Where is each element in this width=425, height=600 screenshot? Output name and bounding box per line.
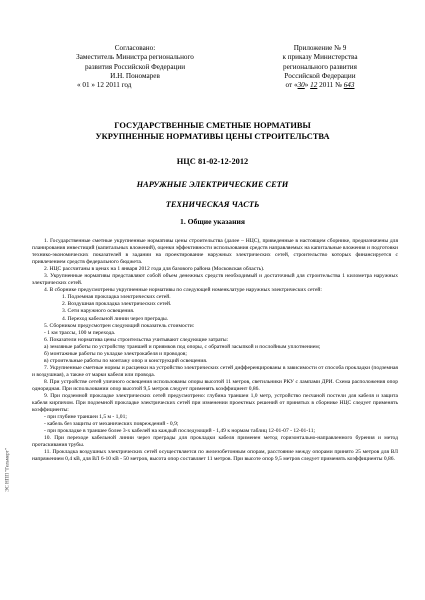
appendix-day: 30: [297, 81, 305, 90]
appendix-number: 643: [343, 81, 355, 90]
appendix-line4: Российской Федерации: [284, 71, 356, 80]
paragraph: 4. В сборнике предусмотрены укрупненные нормативы по следующей номенклатуре наружных электрических сетей:: [44, 287, 322, 294]
paragraph: 7. Укрупненные сметные нормы и расценки на устройство электрических сетей дифференцированы в зависимости от способа прокладки (подземная и воздушная), а также от марки кабеля или провода.: [32, 364, 398, 378]
appendix-date-prefix: от «: [285, 81, 298, 90]
appendix-block: [250, 44, 390, 90]
paragraph: 2. НЦС рассчитаны в ценах на 1 января 2012 года для базового района (Московская область).: [44, 266, 265, 273]
list-item: б) монтажные работы по укладке электрокабеля и проводов;: [44, 350, 187, 357]
paragraph: 6. Показатели норматива цены строительства учитывают следующие затраты:: [44, 336, 229, 343]
approval-date: « 01 » 12 2011 год: [77, 81, 132, 90]
list-item: 2. Воздушная прокладка электрических сетей.: [62, 301, 172, 308]
approval-position-line2: развития Российской Федерации: [84, 62, 186, 71]
title-line2: УКРУПНЕННЫЕ НОРМАТИВЫ ЦЕНЫ СТРОИТЕЛЬСТВА: [95, 131, 330, 141]
appendix-year: 2011 №: [319, 81, 344, 90]
document-subject: НАРУЖНЫЕ ЭЛЕКТРИЧЕСКИЕ СЕТИ: [136, 180, 289, 189]
part-heading: ТЕХНИЧЕСКАЯ ЧАСТЬ: [165, 200, 260, 209]
approval-signature: И.Н. Пономарев: [110, 71, 160, 80]
appendix-line2: к приказу Министерства: [282, 53, 358, 62]
document-body: [32, 238, 398, 464]
approval-block: [55, 44, 215, 90]
paragraph: 8. При устройстве сетей уличного освещения использованы опоры высотой 11 метров, светильники РКУ с лампами ДРИ. Схема расположения опор однорядная. При использовании опор высотой 9,5 метров следует применять коэффициент 0,86.: [32, 378, 398, 392]
side-stamp: [3, 360, 13, 580]
list-item: а) земляные работы по устройству траншей и приямков под опоры, с обратной засыпкой и послойным уплотнением;: [44, 343, 321, 350]
appendix-line1: Приложение № 9: [293, 44, 347, 52]
approval-heading: Согласовано:: [114, 44, 156, 52]
list-item: в) строительные работы по монтажу опор и конструкций освещения.: [44, 357, 208, 364]
paragraph: 5. Сборником предусмотрен следующий показатель стоимости:: [44, 322, 195, 329]
side-stamp-text: ЭС НПП "Гельмерт": [5, 448, 11, 492]
document-title: [30, 121, 395, 142]
appendix-month: 12: [310, 81, 318, 90]
section-heading: 1. Общие указания: [180, 217, 245, 226]
appendix-date: от «30» 12 2011 № 643: [285, 81, 355, 90]
paragraph: 11. Прокладка воздушных электрических сетей осуществляется по железобетонным опорам, расстояние между опорами принято 25 метров для ВЛ напряжением 0,4 кВ, для ВЛ 6-10 кВ - 50 метров, высота опор составляет 11 метров. При высоте опор 9,5 метров следует применять коэффициенты 0,86.: [32, 449, 398, 463]
list-item: - 1 км трассы, 100 м перехода.: [44, 329, 116, 336]
approval-position-line1: Заместитель Министра регионального: [76, 53, 194, 62]
list-item: 3. Сети наружного освещения.: [62, 308, 135, 315]
paragraph: 9. При подземной прокладке электрических сетей предусмотрено: глубина траншеи 1,0 метр, устройство песчаной постели для кабеля и защита кабеля кирпичом. При подземной прокладке электрических сетей при изменении проектных решений от принятых в сборнике НЦС следует применять коэффициенты:: [32, 393, 398, 414]
paragraph: 3. Укрупненные нормативы представляют собой объем денежных средств необходимый и достаточный для строительства 1 километра наружных электрических сетей.: [32, 273, 398, 287]
list-item: - при глубине траншеи 1,5 м - 1,01;: [44, 414, 127, 421]
appendix-line3: регионального развития: [283, 62, 357, 71]
paragraph: 10. При переходе кабельной линии через преграды для прокладки кабеля применен метод горизонтально-направленного бурения и метод протаскивания трубы.: [32, 435, 398, 449]
list-item: - при прокладке в траншее более 3-х кабелей на каждый последующий - 1,49 к нормам таблиц 12-01-07 - 12-01-11;: [44, 428, 316, 435]
document-code: НЦС 81-02-12-2012: [176, 157, 249, 166]
list-item: 4. Переход кабельной линии через преграды.: [62, 315, 169, 322]
list-item: 1. Подземная прокладка электрических сетей.: [62, 294, 171, 301]
title-line1: ГОСУДАРСТВЕННЫЕ СМЕТНЫЕ НОРМАТИВЫ: [114, 121, 311, 130]
paragraph: 1. Государственные сметные укрупненные нормативы цены строительства (далее – НЦС), приведенные в настоящем сборнике, предназначены для планирования инвестиций (капитальных вложений), оценки эффективности использования средств направляемых на капитальные вложения и подготовки технико-экономических показателей в задании на проектирование наружных электрических сетей, строительство которых финансируется с привлечением средств федерального бюджета.: [32, 238, 398, 266]
list-item: - кабель без защиты от механических повреждений - 0,9;: [44, 421, 179, 428]
